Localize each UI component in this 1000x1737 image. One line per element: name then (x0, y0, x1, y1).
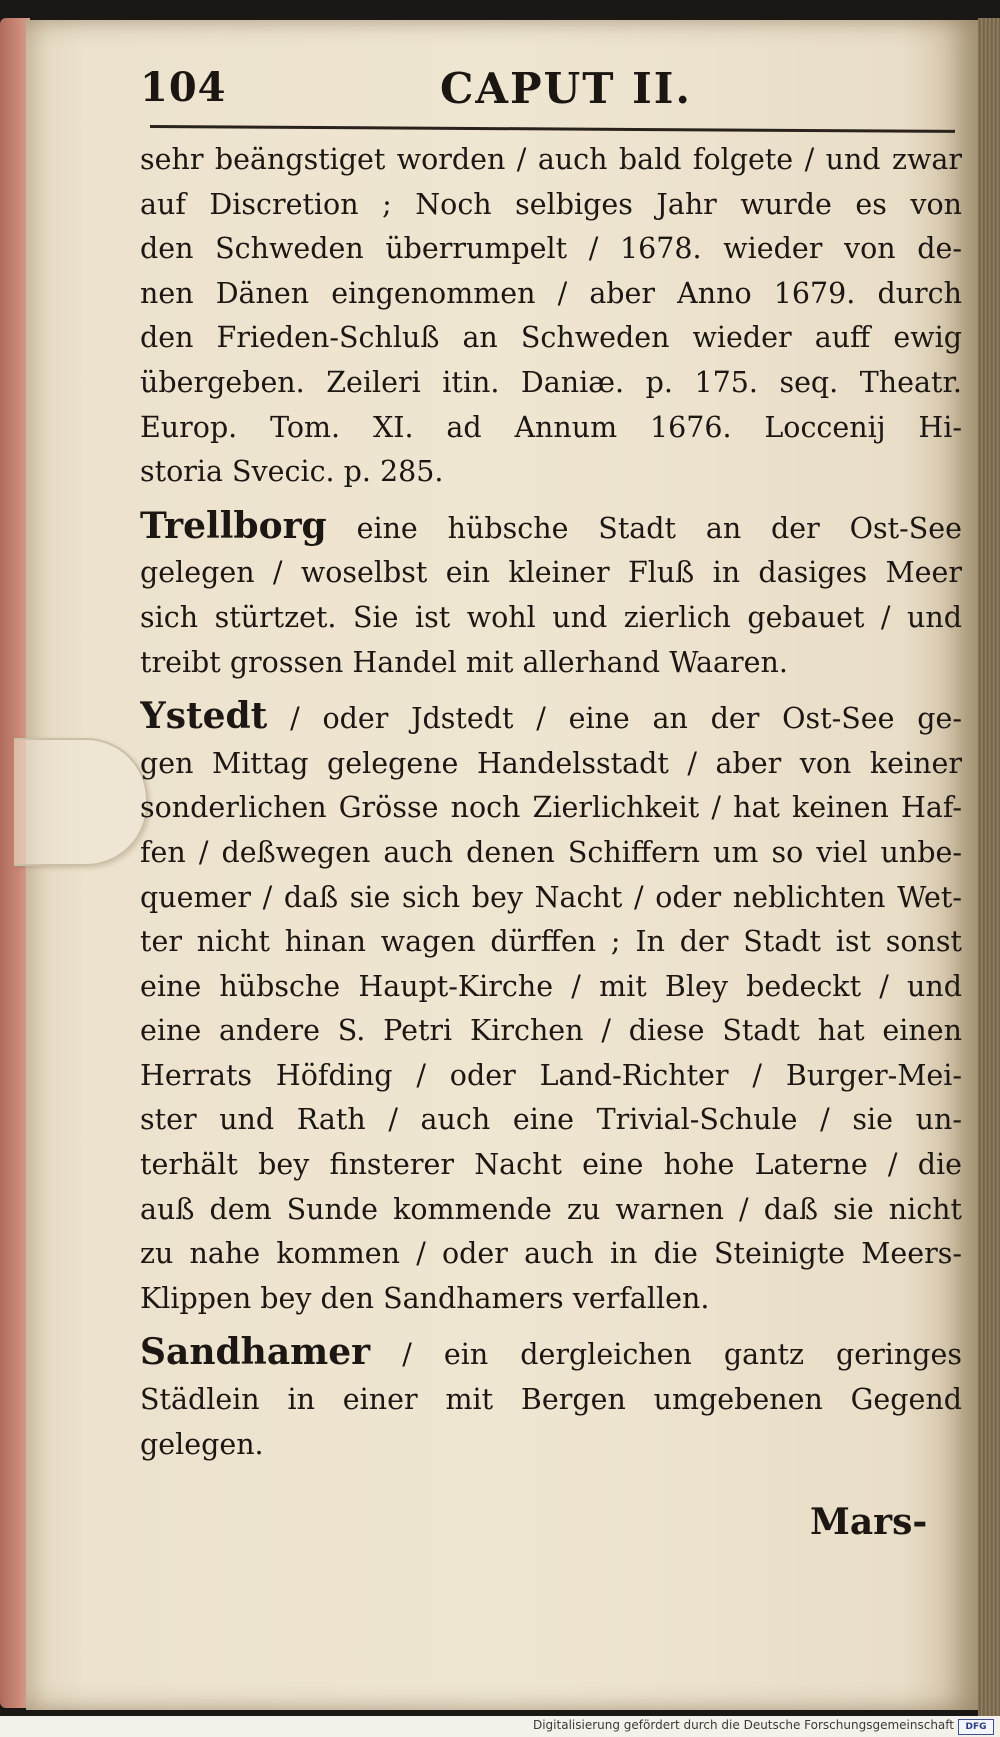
body-text (140, 138, 962, 1467)
running-head: CAPUT II. (440, 64, 693, 113)
text-line: gelegen. (140, 1427, 264, 1461)
text-line: nen Dänen eingenommen / aber Anno 1679. durch (140, 276, 962, 310)
paragraph-continuation (140, 138, 962, 495)
text-line: gelegen / woselbst ein kleiner Fluß in dasiges Meer (140, 556, 962, 590)
text-line: Herrats Höfding / oder Land-Richter / Burger-Mei- (140, 1058, 962, 1092)
text-line: eine hübsche Haupt-Kirche / mit Bley bedeckt / und (140, 969, 962, 1003)
text-line: treibt grossen Handel mit allerhand Waaren. (140, 645, 788, 679)
text-line: sehr beängstiget worden / auch bald folgete / und zwar (140, 143, 962, 176)
text-line: Europ. Tom. XI. ad Annum 1676. Loccenij Hi- (140, 410, 962, 444)
dfg-logo-icon: DFG (958, 1719, 994, 1735)
text-line: gen Mittag gelegene Handelsstadt / aber von keiner (140, 746, 962, 780)
text-line: Städlein in einer mit Bergen umgebenen Gegend (140, 1383, 962, 1417)
footer-note: Digitalisierung gefördert durch die Deutsche Forschungsgemeinschaft (532, 1718, 954, 1732)
text-line: eine andere S. Petri Kirchen / diese Stadt hat einen (140, 1014, 962, 1048)
text-line: ter nicht hinan wagen dürffen ; In der Stadt ist sonst (140, 925, 962, 959)
text-line: / oder Jdstedt / eine an der Ost-See ge- (290, 702, 962, 736)
entry-heading: Trellborg (140, 504, 327, 547)
text-line: fen / deßwegen auch denen Schiffern um so viel unbe- (140, 835, 962, 869)
text-line: ster und Rath / auch eine Trivial-Schule / sie un- (140, 1103, 962, 1137)
text-line: quemer / daß sie sich bey Nacht / oder neblichten Wet- (140, 880, 962, 914)
text-line: sich stürtzet. Sie ist wohl und zierlich gebauet / und (140, 600, 962, 634)
text-line: auß dem Sunde kommende zu warnen / daß sie nicht (140, 1192, 962, 1226)
entry-heading: Sandhamer (140, 1331, 371, 1374)
text-line: übergeben. Zeileri itin. Daniæ. p. 175. seq. Theatr. (140, 365, 962, 399)
catchword: Mars- (810, 1501, 928, 1543)
page-leaves (978, 18, 1000, 1718)
paragraph-sandhamer (140, 1330, 962, 1467)
text-line: Klippen bey den Sandhamers verfallen. (140, 1281, 710, 1315)
text-line-lead (140, 1330, 962, 1378)
text-line: auf Discretion ; Noch selbiges Jahr wurde es von (140, 187, 962, 221)
text-line: / ein dergleichen gantz geringes (402, 1338, 962, 1372)
paragraph-trellborg (140, 504, 962, 685)
page-header (140, 64, 960, 124)
text-line: den Schweden überrumpelt / 1678. wieder von de- (140, 232, 962, 266)
text-line: sonderlichen Grösse noch Zierlichkeit / hat keinen Haf- (140, 791, 962, 825)
text-line: eine hübsche Stadt an der Ost-See (356, 511, 962, 545)
text-line: terhält bey finsterer Nacht eine hohe Laterne / die (140, 1148, 962, 1182)
text-line-lead (140, 694, 962, 742)
text-line: storia Svecic. p. 285. (140, 455, 444, 489)
bookmark-tab (14, 738, 148, 866)
page-number: 104 (140, 64, 227, 111)
paragraph-ystedt (140, 694, 962, 1321)
entry-heading: Ystedt (140, 695, 268, 738)
text-line: zu nahe kommen / oder auch in die Steinigte Meers- (140, 1237, 962, 1271)
text-line-lead (140, 504, 962, 552)
text-line: den Frieden-Schluß an Schweden wieder auff ewig (140, 321, 962, 355)
